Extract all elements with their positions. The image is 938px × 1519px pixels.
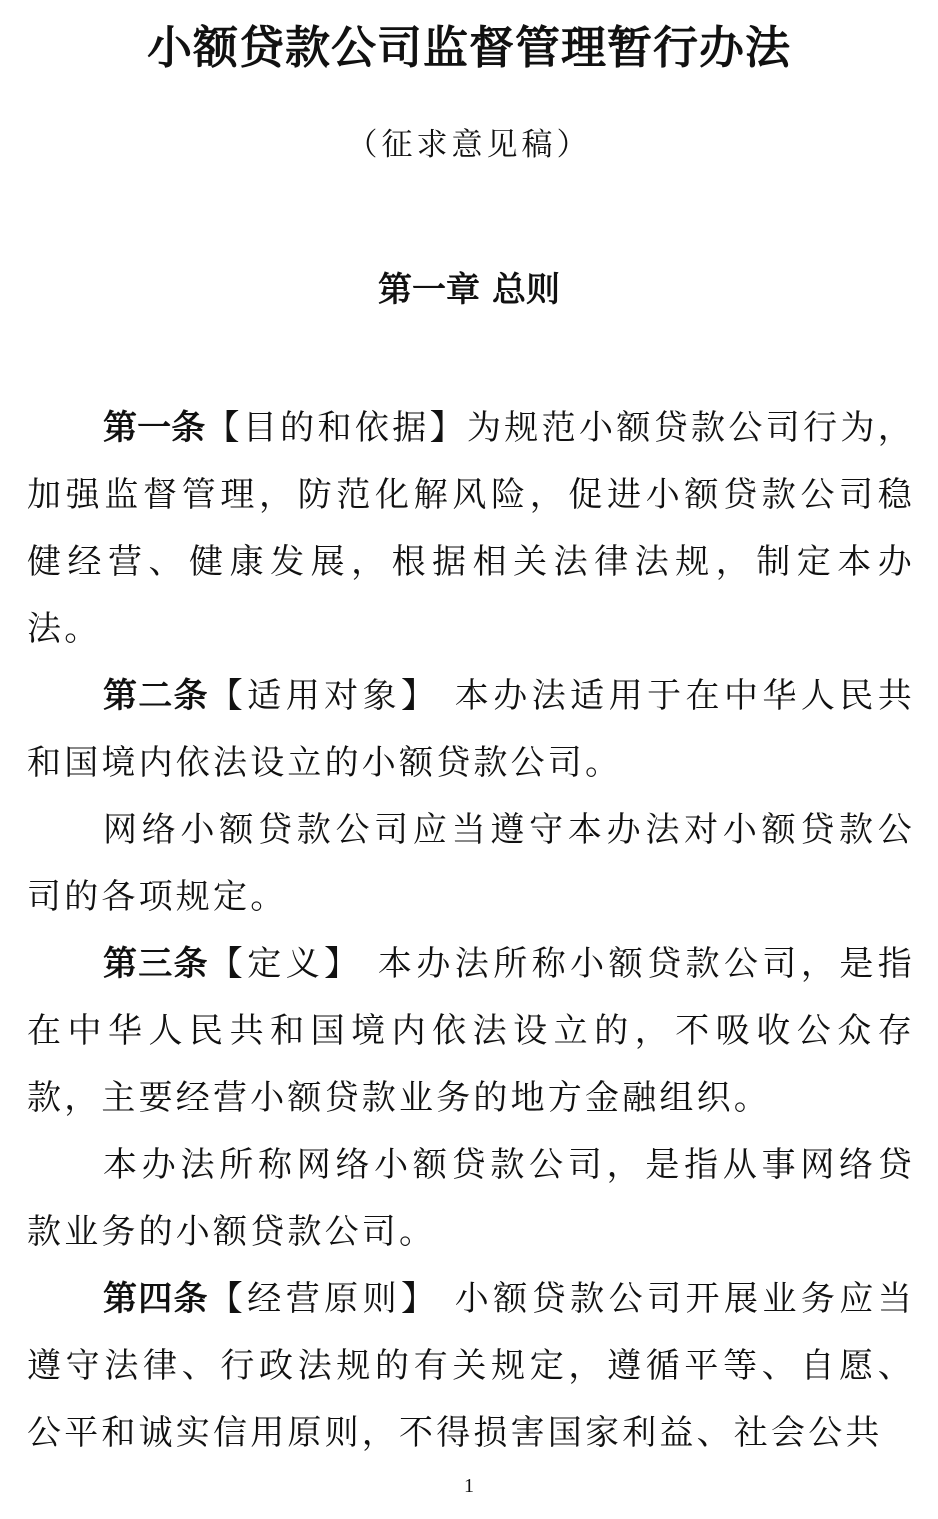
article-1 bbox=[27, 395, 915, 663]
article-text: 本办法所称小额贷款公司，是指在中华人民共和国境内依法设立的，不吸收公众存款，主要经营小额贷款业务的地方金融组织。 bbox=[27, 944, 915, 1118]
article-number: 第四条 bbox=[103, 1279, 209, 1319]
article-number: 第一条 bbox=[103, 408, 206, 448]
article-2-paragraph-2: 网络小额贷款公司应当遵守本办法对小额贷款公司的各项规定。 bbox=[27, 810, 915, 917]
article-number: 第三条 bbox=[103, 944, 209, 984]
article-4 bbox=[27, 1266, 915, 1467]
article-text: 本办法适用于在中华人民共和国境内依法设立的小额贷款公司。 bbox=[27, 676, 916, 783]
page-number: 1 bbox=[464, 1475, 474, 1497]
article-heading: 【目的和依据】 bbox=[205, 408, 467, 448]
article-heading: 【定义】 bbox=[208, 944, 363, 984]
article-2 bbox=[27, 663, 915, 797]
article-number: 第二条 bbox=[103, 676, 209, 716]
article-3 bbox=[27, 931, 915, 1132]
article-text: 为规范小额贷款公司行为，加强监督管理，防范化解风险，促进小额贷款公司稳健经营、健康发展，根据相关法律法规，制定本办法。 bbox=[27, 408, 916, 649]
article-text: 小额贷款公司开展业务应当遵守法律、行政法规的有关规定，遵循平等、自愿、公平和诚实信用原则，不得损害国家利益、社会公共 bbox=[27, 1279, 916, 1453]
chapter-number: 第一章 bbox=[378, 270, 480, 310]
article-heading: 【适用对象】 bbox=[208, 676, 440, 716]
document-title: 小额贷款公司监督管理暂行办法 bbox=[146, 21, 791, 74]
chapter-heading bbox=[0, 266, 938, 314]
document-body bbox=[27, 395, 915, 1467]
article-3-paragraph-2: 本办法所称网络小额贷款公司，是指从事网络贷款业务的小额贷款公司。 bbox=[27, 1145, 915, 1252]
chapter-name: 总则 bbox=[492, 270, 560, 310]
document-subtitle: （征求意见稿） bbox=[346, 127, 592, 163]
article-heading: 【经营原则】 bbox=[208, 1279, 440, 1319]
